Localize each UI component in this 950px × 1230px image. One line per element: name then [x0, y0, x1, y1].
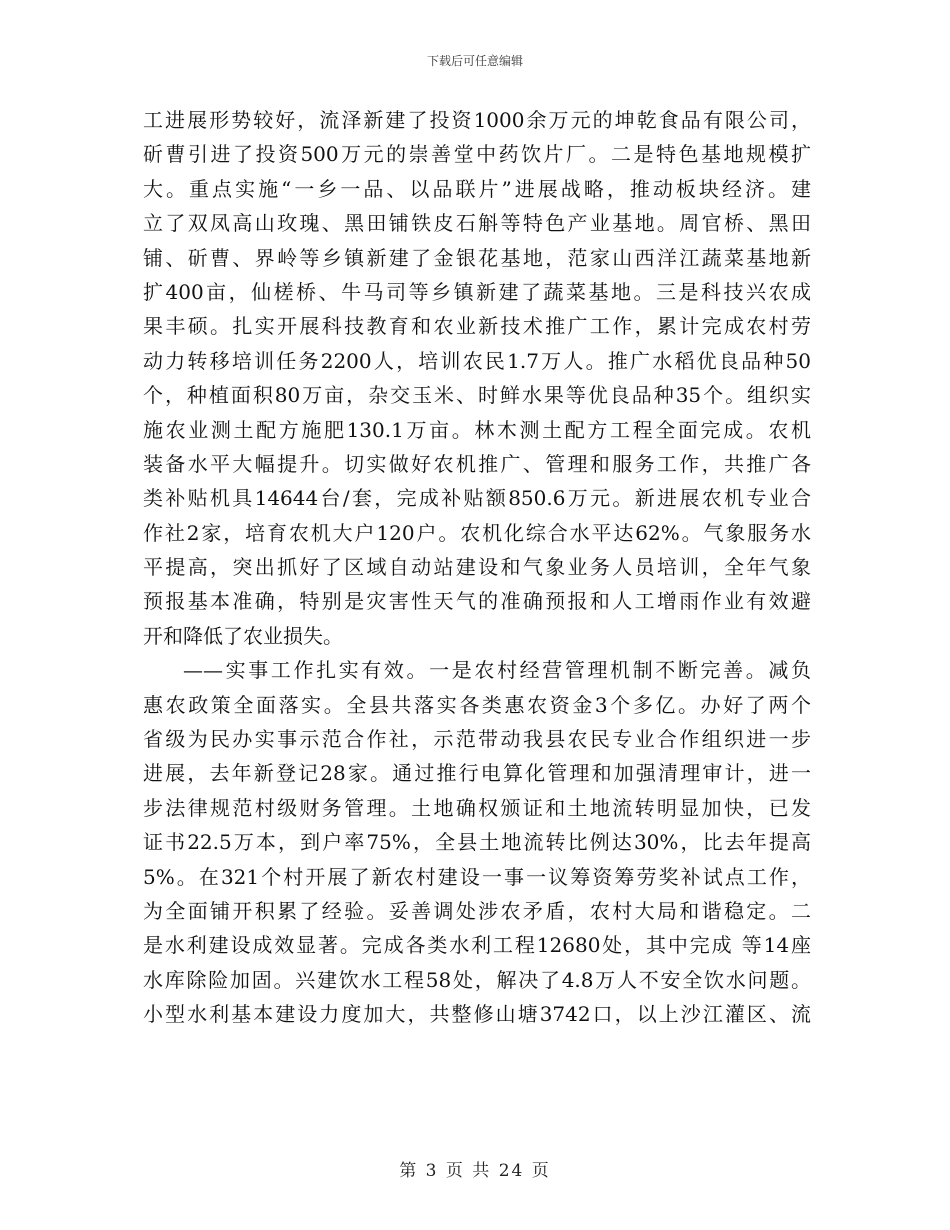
text-line: 是水利建设成效显著。完成各类水利工程12680处，其中完成 等14座 — [143, 933, 811, 958]
text-line: 小型水利基本建设力度加大，共整修山塘3742口，以上沙江灌区、流 — [143, 1002, 811, 1027]
text-line: 惠农政策全面落实。全县共落实各类惠农资金3个多亿。办好了两个 — [143, 692, 811, 717]
text-line: 施农业测土配方施肥130.1万亩。林木测土配方工程全面完成。农机 — [143, 417, 811, 442]
text-line: 立了双凤高山玫瑰、黑田铺铁皮石斛等特色产业基地。周官桥、黑田 — [143, 211, 811, 236]
page-number-footer: 第 3 页 共 24 页 — [399, 1161, 551, 1181]
text-line: 斫曹引进了投资500万元的崇善堂中药饮片厂。二是特色基地规模扩 — [143, 142, 811, 167]
text-line-paragraph-start: ——实事工作扎实有效。一是农村经营管理机制不断完善。减负 — [183, 658, 811, 683]
text-line: 扩400亩，仙槎桥、牛马司等乡镇新建了蔬菜基地。三是科技兴农成 — [143, 279, 811, 304]
text-line: 证书22.5万本，到户率75%，全县土地流转比例达30%，比去年提高 — [143, 830, 811, 855]
page-header: 下载后可任意编辑 — [426, 54, 523, 68]
text-line: 水库除险加固。兴建饮水工程58处，解决了4.8万人不安全饮水问题。 — [143, 967, 811, 992]
document-body — [143, 103, 811, 1032]
text-line: 平提高，突出抓好了区域自动站建设和气象业务人员培训，全年气象 — [143, 555, 811, 580]
text-line: 进展，去年新登记28家。通过推行电算化管理和加强清理审计，进一 — [143, 761, 811, 786]
text-line: 类补贴机具14644台/套，完成补贴额850.6万元。新进展农机专业合 — [143, 486, 811, 511]
text-line: 动力转移培训任务2200人，培训农民1.7万人。推广水稻优良品种50 — [143, 348, 811, 373]
text-line: 铺、斫曹、界岭等乡镇新建了金银花基地，范家山西洋江蔬菜基地新 — [143, 245, 811, 270]
text-line: 步法律规范村级财务管理。土地确权颁证和土地流转明显加快，已发 — [143, 795, 811, 820]
text-line: 果丰硕。扎实开展科技教育和农业新技术推广工作，累计完成农村劳 — [143, 314, 811, 339]
text-line: 大。重点实施“一乡一品、以品联片”进展战略，推动板块经济。建 — [143, 176, 811, 201]
text-line: 工进展形势较好，流泽新建了投资1000余万元的坤乾食品有限公司， — [143, 108, 811, 132]
text-line: 装备水平大幅提升。切实做好农机推广、管理和服务工作，共推广各 — [143, 451, 811, 476]
text-line: 开和降低了农业损失。 — [143, 623, 343, 648]
text-line: 个，种植面积80万亩，杂交玉米、时鲜水果等优良品种35个。组织实 — [143, 383, 811, 408]
text-line: 省级为民办实事示范合作社，示范带动我县农民专业合作组织进一步 — [143, 727, 811, 752]
text-line: 为全面铺开积累了经验。妥善调处涉农矛盾，农村大局和谐稳定。二 — [143, 898, 811, 923]
text-line: 作社2家，培育农机大户120户。农机化综合水平达62%。气象服务水 — [143, 520, 811, 545]
text-line: 5%。在321个村开展了新农村建设一事一议筹资筹劳奖补试点工作， — [143, 864, 811, 889]
text-line: 预报基本准确，特别是灾害性天气的准确预报和人工增雨作业有效避 — [143, 589, 811, 614]
